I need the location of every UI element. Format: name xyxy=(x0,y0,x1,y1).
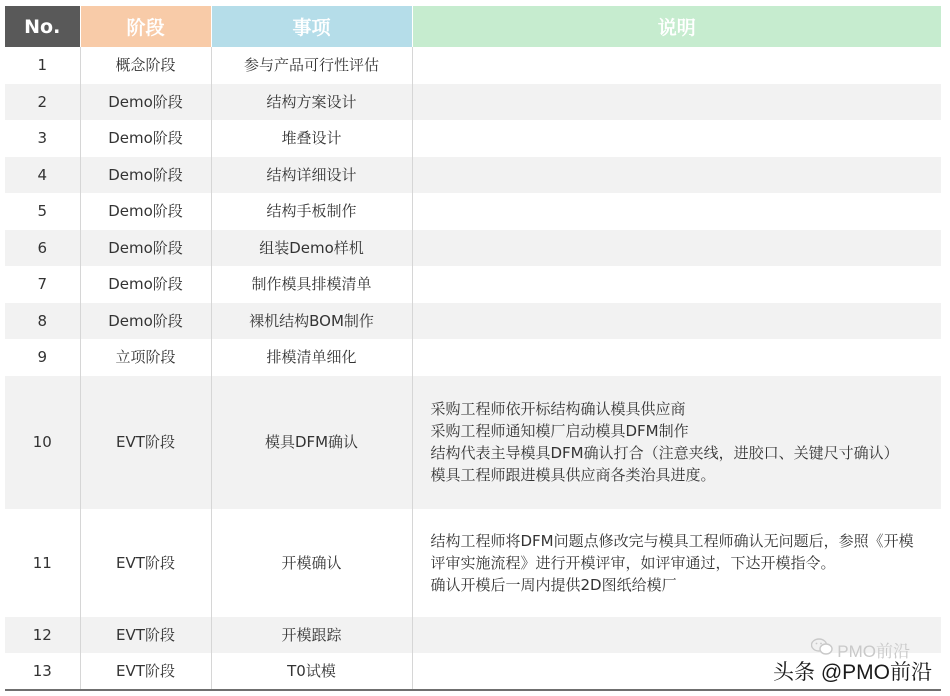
table-row xyxy=(5,266,941,303)
cell-no: 1 xyxy=(5,47,80,84)
header-description: 说明 xyxy=(412,6,941,47)
cell-phase: Demo阶段 xyxy=(80,230,211,267)
cell-no: 9 xyxy=(5,339,80,376)
description-line: 采购工程师通知模厂启动模具DFM制作 xyxy=(430,422,689,440)
cell-item: T0试模 xyxy=(211,653,412,690)
cell-phase: 立项阶段 xyxy=(80,339,211,376)
cell-no: 13 xyxy=(5,653,80,690)
cell-description xyxy=(412,120,941,157)
cell-phase: Demo阶段 xyxy=(80,84,211,121)
watermark-text: 头条 @PMO前沿 xyxy=(773,661,932,684)
description-line: 采购工程师依开标结构确认模具供应商 xyxy=(430,400,686,418)
cell-phase: Demo阶段 xyxy=(80,157,211,194)
table-row xyxy=(5,120,941,157)
table-row xyxy=(5,303,941,340)
cell-no: 2 xyxy=(5,84,80,121)
cell-item: 裸机结构BOM制作 xyxy=(211,303,412,340)
cell-description xyxy=(412,339,941,376)
cell-no: 12 xyxy=(5,617,80,654)
cell-description xyxy=(412,193,941,230)
cell-no: 8 xyxy=(5,303,80,340)
cell-item: 结构手板制作 xyxy=(211,193,412,230)
cell-phase: 概念阶段 xyxy=(80,47,211,84)
table-row xyxy=(5,230,941,267)
cell-item: 开模跟踪 xyxy=(211,617,412,654)
cell-no: 6 xyxy=(5,230,80,267)
cell-description xyxy=(412,230,941,267)
cell-description xyxy=(412,303,941,340)
cell-description xyxy=(412,266,941,303)
cell-phase: EVT阶段 xyxy=(80,509,211,617)
cell-item: 开模确认 xyxy=(211,509,412,617)
table-row xyxy=(5,339,941,376)
process-table xyxy=(5,6,941,691)
table-body xyxy=(5,47,941,690)
cell-no: 4 xyxy=(5,157,80,194)
watermark xyxy=(773,656,932,686)
table-row xyxy=(5,47,941,84)
cell-no: 11 xyxy=(5,509,80,617)
description-line: 结构工程师将DFM问题点修改完与模具工程师确认无问题后，参照《开模评审实施流程》进行开模评审，如评审通过，下达开模指令。 xyxy=(430,531,914,572)
cell-description xyxy=(412,84,941,121)
table-row xyxy=(5,157,941,194)
cell-phase: Demo阶段 xyxy=(80,193,211,230)
cell-item: 模具DFM确认 xyxy=(211,376,412,509)
table-row xyxy=(5,509,941,617)
cell-description xyxy=(412,47,941,84)
cell-phase: Demo阶段 xyxy=(80,266,211,303)
cell-no: 5 xyxy=(5,193,80,230)
cell-description xyxy=(412,376,941,509)
table-row xyxy=(5,84,941,121)
header-item: 事项 xyxy=(211,6,412,47)
cell-item: 排模清单细化 xyxy=(211,339,412,376)
header-no: No. xyxy=(5,6,80,47)
cell-item: 制作模具排模清单 xyxy=(211,266,412,303)
cell-description xyxy=(412,157,941,194)
cell-phase: EVT阶段 xyxy=(80,376,211,509)
cell-phase: Demo阶段 xyxy=(80,120,211,157)
cell-item: 结构详细设计 xyxy=(211,157,412,194)
cell-item: 组装Demo样机 xyxy=(211,230,412,267)
table-row xyxy=(5,193,941,230)
table-header-row xyxy=(5,6,941,47)
cell-item: 参与产品可行性评估 xyxy=(211,47,412,84)
cell-no: 10 xyxy=(5,376,80,509)
cell-no: 7 xyxy=(5,266,80,303)
header-phase: 阶段 xyxy=(80,6,211,47)
cell-phase: Demo阶段 xyxy=(80,303,211,340)
description-line: 确认开模后一周内提供2D图纸给模厂 xyxy=(430,575,677,594)
description-line: 结构代表主导模具DFM确认打合（注意夹线，进胶口、关键尺寸确认） xyxy=(430,444,899,462)
cell-item: 结构方案设计 xyxy=(211,84,412,121)
cell-no: 3 xyxy=(5,120,80,157)
cell-item: 堆叠设计 xyxy=(211,120,412,157)
cell-description xyxy=(412,509,941,617)
table-row xyxy=(5,376,941,509)
cell-phase: EVT阶段 xyxy=(80,653,211,690)
cell-phase: EVT阶段 xyxy=(80,617,211,654)
table-row xyxy=(5,617,941,654)
description-line: 模具工程师跟进模具供应商各类治具进度。 xyxy=(430,466,716,484)
watermark-faded-text: PMO前沿 xyxy=(837,642,910,661)
